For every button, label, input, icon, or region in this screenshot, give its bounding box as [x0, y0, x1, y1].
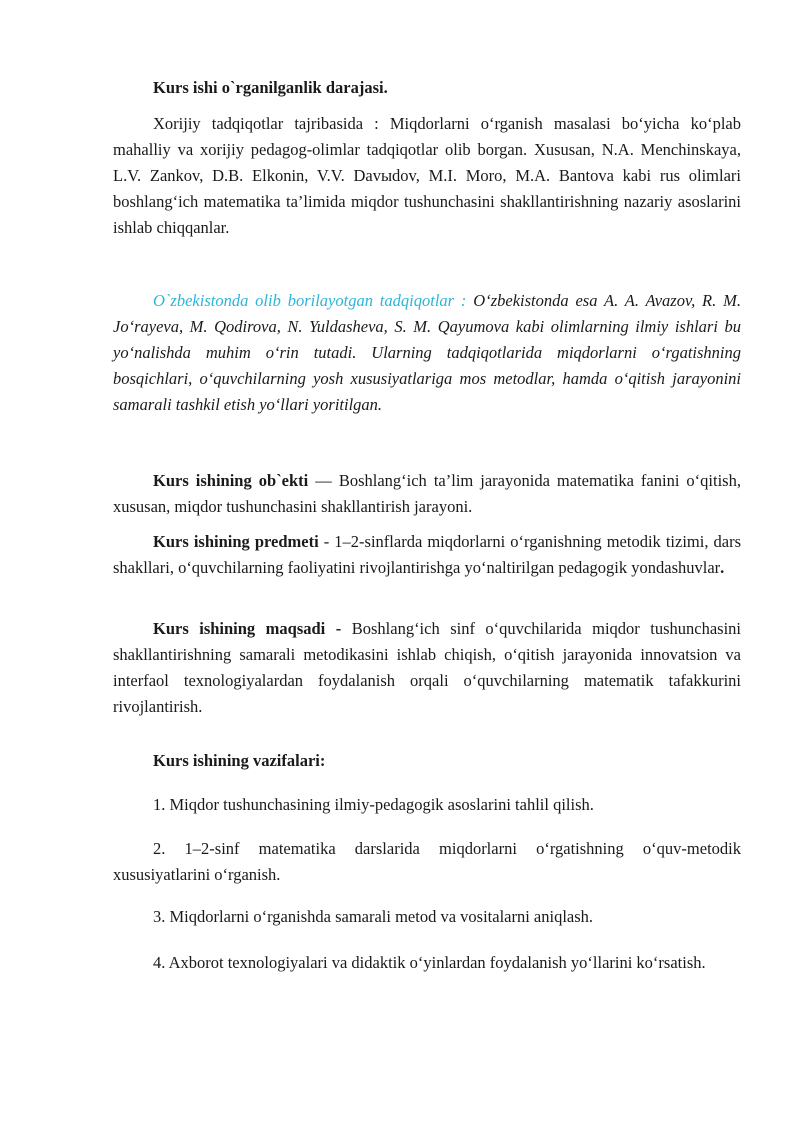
task-item-4: 4. Axborot texnologiyalari va didaktik o‘yinlardan foydalanish yo‘llarini ko‘rsatish.: [153, 953, 706, 972]
uzbek-research-body: O‘zbekistonda esa A. A. Avazov, R. M. Jo‘rayeva, M. Qodirova, N. Yuldasheva, S. M. Qayumova kabi olimlarning ilmiy ishlari bu yo‘nalishda muhim o‘rin tutadi. Ularning tadqiqotlarida miqdorlarni o‘rgatishning bosqichlari, o‘quvchilarning yosh xususiyatlariga mos metodlar, hamda o‘qitish jarayonini samarali tashkil etish yo‘llari yoritilgan.: [113, 291, 741, 414]
subject-label: Kurs ishining predmeti: [153, 532, 319, 551]
paragraph-foreign-research: Xorijiy tadqiqotlar tajribasida : Miqdorlarni o‘rganish masalasi bo‘yicha ko‘plab mahalliy va xorijiy pedagog-olimlar tadqiqotlar olib borgan. Xususan, N.A. Menchinskaya, L.V. Zankov, D.B. Elkonin, V.V. Davыdov, M.I. Moro, M.A. Bantova kabi rus olimlari boshlang‘ich matematika ta’limida miqdor tushunchasini shakllantirishning nazariy asoslarini ishlab chiqqanlar.: [113, 114, 741, 237]
object-label: Kurs ishining ob`ekti: [153, 471, 309, 490]
goal-text: Boshlang‘ich sinf o‘quvchilarida miqdor tushunchasini shakllantirishning samarali metodikasini ishlab chiqish, o‘qitish jarayonida innovatsion va interfaol texnologiyalardan foydalanish orqali o‘quvchilarning matematik tafakkurini rivojlantirish.: [113, 619, 741, 716]
paragraph-uzbek-research: [113, 288, 741, 418]
section-heading-research-level: Kurs ishi o`rganilganlik darajasi.: [153, 78, 388, 97]
task-item-1: 1. Miqdor tushunchasining ilmiy-pedagogik asoslarini tahlil qilish.: [153, 795, 594, 814]
subject-text: - 1–2-sinflarda miqdorlarni o‘rganishning metodik tizimi, dars shakllari, o‘quvchilarning faoliyatini rivojlantirishga yo‘naltirilgan pedagogik yondashuvlar: [113, 532, 742, 577]
goal-label: Kurs ishining maqsadi -: [153, 619, 342, 638]
paragraph-object: [113, 468, 741, 520]
object-text: — Boshlang‘ich ta’lim jarayonida matematika fanini o‘qitish, xususan, miqdor tushunchasini shakllantirish jarayoni.: [113, 471, 741, 516]
paragraph-subject: [113, 529, 741, 581]
subject-end: .: [720, 558, 725, 577]
paragraph-goal: [113, 616, 741, 720]
uzbek-research-lead: O`zbekistonda olib borilayotgan tadqiqotlar :: [153, 291, 474, 310]
tasks-heading: Kurs ishining vazifalari:: [153, 751, 326, 770]
task-item-2: 2. 1–2-sinf matematika darslarida miqdorlarni o‘rgatishning o‘quv-metodik xususiyatlarini o‘rganish.: [113, 839, 741, 884]
task-item-3: 3. Miqdorlarni o‘rganishda samarali metod va vositalarni aniqlash.: [153, 907, 594, 926]
